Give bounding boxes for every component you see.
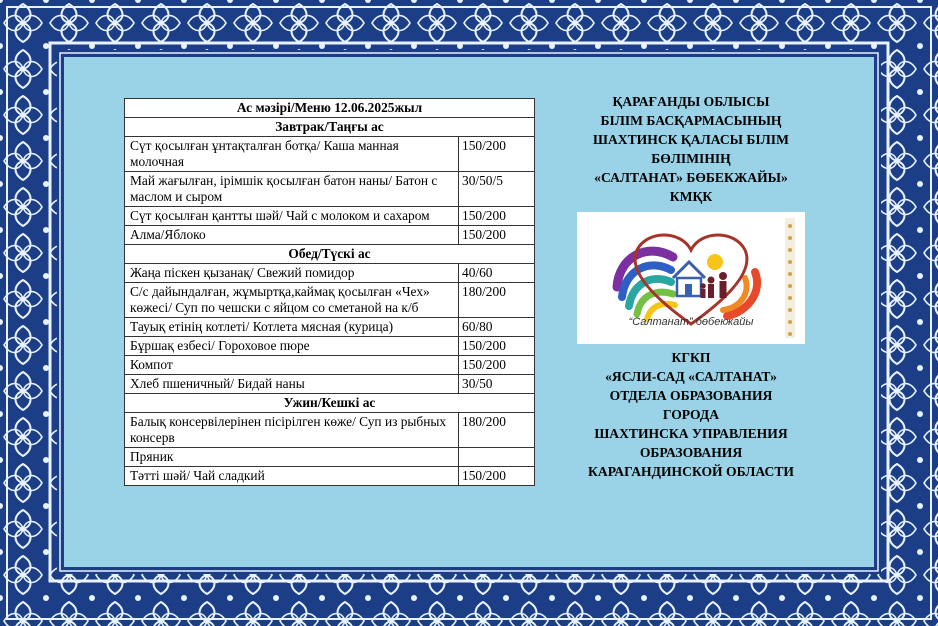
dish-portion: 60/80 — [459, 318, 535, 337]
menu-title-row — [125, 99, 535, 118]
logo-caption: “Салтанат” бөбекжайы — [628, 316, 754, 328]
menu-section-title: Обед/Түскі ас — [125, 245, 535, 264]
org-name-line: ОТДЕЛА ОБРАЗОВАНИЯ — [609, 388, 773, 403]
menu-section-row — [125, 245, 535, 264]
dish-name: Жаңа піскен қызанақ/ Свежий помидор — [125, 264, 459, 283]
org-name-kz — [558, 92, 824, 206]
org-name-line: КАРАГАНДИНСКОЙ ОБЛАСТИ — [588, 464, 794, 479]
dish-portion: 150/200 — [459, 467, 535, 486]
dish-portion: 150/200 — [459, 137, 535, 172]
menu-item-row — [125, 172, 535, 207]
org-name-line: КГКП — [671, 350, 711, 365]
dish-portion: 30/50/5 — [459, 172, 535, 207]
menu-section-row — [125, 394, 535, 413]
menu-table — [124, 98, 535, 486]
org-name-line: ШАХТИНСК ҚАЛАСЫ БІЛІМ — [593, 132, 789, 147]
org-name-line: БӨЛІМІНІҢ — [651, 151, 731, 166]
dish-name: Май жағылған, ірімшік қосылған батон наны/ Батон с маслом и сыром — [125, 172, 459, 207]
org-info — [558, 92, 824, 481]
dish-name: Алма/Яблоко — [125, 226, 459, 245]
menu-item-row — [125, 448, 535, 467]
org-name-ru — [558, 348, 824, 481]
menu-section-title: Завтрак/Таңғы ас — [125, 118, 535, 137]
menu-item-row — [125, 226, 535, 245]
menu-item-row — [125, 375, 535, 394]
org-name-line: ГОРОДА — [662, 407, 720, 422]
org-name-line: БІЛІМ БАСҚАРМАСЫНЫҢ — [600, 113, 782, 128]
org-name-line: «ЯСЛИ-САД «САЛТАНАТ» — [605, 369, 777, 384]
dish-name: Бұршақ езбесі/ Гороховое пюре — [125, 337, 459, 356]
dish-portion: 180/200 — [459, 413, 535, 448]
org-name-line: КМҚК — [669, 189, 713, 204]
dish-portion — [459, 448, 535, 467]
dish-name: Сүт қосылған ұнтақталған ботқа/ Каша манная молочная — [125, 137, 459, 172]
dish-name: С/с дайындалған, жұмыртқа,каймақ қосылған «Чех» көжесі/ Суп по чешски с яйцом со сметаной на к/б — [125, 283, 459, 318]
dish-name: Хлеб пшеничный/ Бидай наны — [125, 375, 459, 394]
menu-section-row — [125, 118, 535, 137]
dish-name: Балық консервілерінен пісірілген көже/ Суп из рыбных консерв — [125, 413, 459, 448]
dish-name: Пряник — [125, 448, 459, 467]
menu-item-row — [125, 356, 535, 375]
org-name-line: «САЛТАНАТ» БӨБЕКЖАЙЫ» — [594, 170, 788, 185]
dish-portion: 150/200 — [459, 207, 535, 226]
dish-portion: 30/50 — [459, 375, 535, 394]
menu-item-row — [125, 467, 535, 486]
dish-portion: 180/200 — [459, 283, 535, 318]
dish-portion: 150/200 — [459, 226, 535, 245]
dish-name: Компот — [125, 356, 459, 375]
menu-item-row — [125, 264, 535, 283]
menu-title: Ас мәзірі/Меню 12.06.2025жыл — [125, 99, 535, 118]
menu-item-row — [125, 207, 535, 226]
logo — [577, 212, 805, 344]
menu-item-row — [125, 318, 535, 337]
dish-name: Тәтті шәй/ Чай сладкий — [125, 467, 459, 486]
dish-name: Сүт қосылған қантты шәй/ Чай с молоком и сахаром — [125, 207, 459, 226]
org-name-line: ОБРАЗОВАНИЯ — [639, 445, 743, 460]
menu-item-row — [125, 283, 535, 318]
dish-portion: 40/60 — [459, 264, 535, 283]
org-name-line: ҚАРАҒАНДЫ ОБЛЫСЫ — [612, 94, 770, 109]
menu-item-row — [125, 137, 535, 172]
menu-item-row — [125, 337, 535, 356]
dish-portion: 150/200 — [459, 356, 535, 375]
menu-section-title: Ужин/Кешкі ас — [125, 394, 535, 413]
org-name-line: ШАХТИНСКА УПРАВЛЕНИЯ — [594, 426, 788, 441]
dish-portion: 150/200 — [459, 337, 535, 356]
menu-item-row — [125, 413, 535, 448]
dish-name: Тауық етінің котлеті/ Котлета мясная (курица) — [125, 318, 459, 337]
